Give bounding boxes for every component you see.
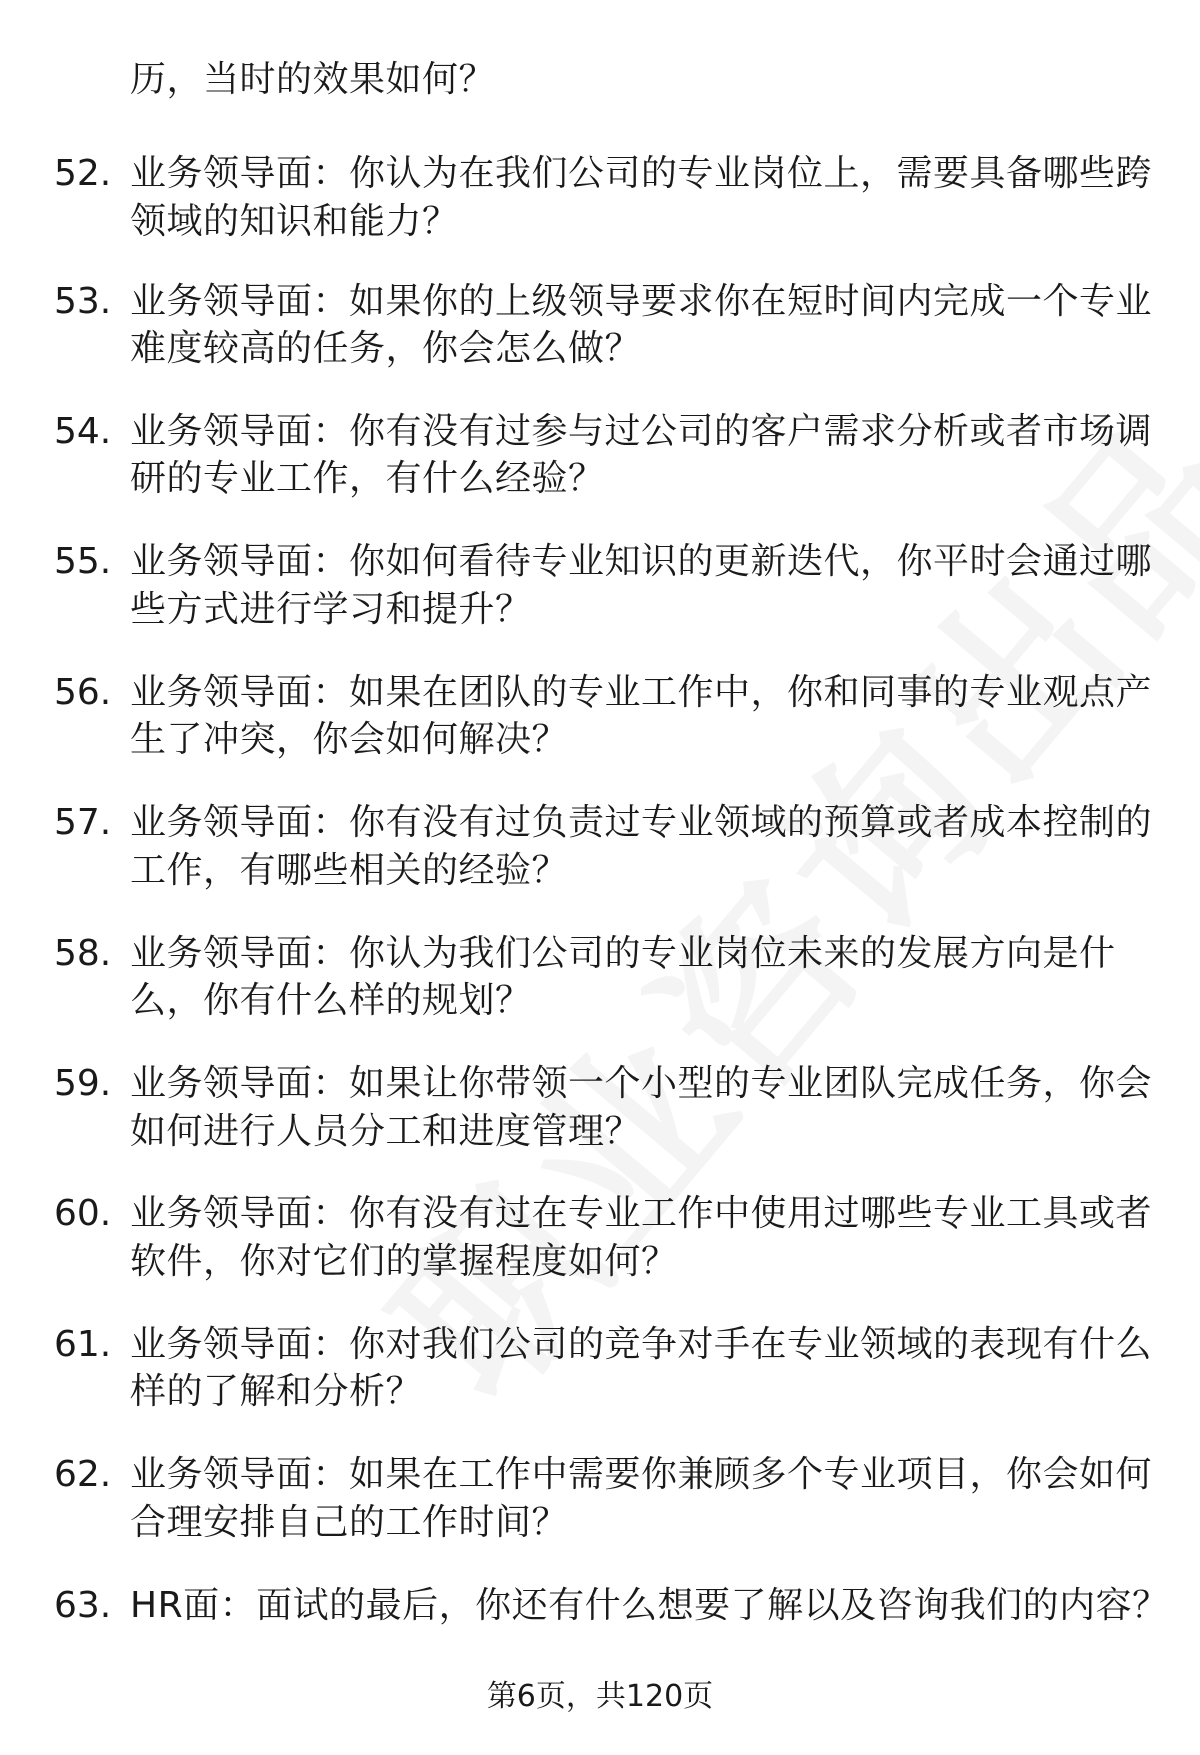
question-text-line: 如何进行人员分工和进度管理？ bbox=[130, 1111, 642, 1152]
question-text-line: 研的专业工作，有什么经验？ bbox=[130, 458, 605, 499]
question-text-line: 业务领导面：如果你的上级领导要求你在短时间内完成一个专业 bbox=[130, 281, 1153, 322]
question-text-line: 业务领导面：你有没有过参与过公司的客户需求分析或者市场调 bbox=[130, 411, 1153, 452]
question-text-line: HR面：面试的最后，你还有什么想要了解以及咨询我们的内容？ bbox=[130, 1585, 1169, 1626]
question-number: 56. bbox=[54, 672, 112, 713]
question-text-line: 难度较高的任务，你会怎么做？ bbox=[130, 328, 642, 369]
question-text-line: 业务领导面：你认为我们公司的专业岗位未来的发展方向是什 bbox=[130, 933, 1116, 974]
question-continuation: 历，当时的效果如何？ bbox=[130, 59, 496, 100]
question-number: 60. bbox=[54, 1193, 112, 1234]
question-number: 61. bbox=[54, 1324, 112, 1365]
question-text-line: 业务领导面：如果让你带领一个小型的专业团队完成任务，你会 bbox=[130, 1063, 1153, 1104]
question-number: 58. bbox=[54, 933, 112, 974]
question-number: 52. bbox=[54, 153, 112, 194]
question-text-line: 业务领导面：如果在团队的专业工作中，你和同事的专业观点产 bbox=[130, 672, 1153, 713]
question-text-line: 合理安排自己的工作时间？ bbox=[130, 1502, 569, 1543]
question-text-line: 业务领导面：你认为在我们公司的专业岗位上，需要具备哪些跨 bbox=[130, 153, 1153, 194]
question-text-line: 业务领导面：你如何看待专业知识的更新迭代，你平时会通过哪 bbox=[130, 541, 1153, 582]
question-number: 63. bbox=[54, 1585, 112, 1626]
question-text-line: 样的了解和分析？ bbox=[130, 1371, 423, 1412]
question-number: 54. bbox=[54, 411, 112, 452]
question-number: 59. bbox=[54, 1063, 112, 1104]
question-text-line: 么，你有什么样的规划？ bbox=[130, 980, 532, 1021]
question-text-line: 领域的知识和能力？ bbox=[130, 201, 459, 242]
page-footer: 第6页，共120页 bbox=[486, 1679, 714, 1714]
question-text-line: 生了冲突，你会如何解决？ bbox=[130, 719, 569, 760]
question-number: 53. bbox=[54, 281, 112, 322]
question-number: 57. bbox=[54, 802, 112, 843]
question-text-line: 工作，有哪些相关的经验？ bbox=[130, 850, 569, 891]
question-number: 55. bbox=[54, 541, 112, 582]
question-text-line: 业务领导面：你有没有过负责过专业领域的预算或者成本控制的 bbox=[130, 802, 1153, 843]
question-text-line: 业务领导面：你对我们公司的竞争对手在专业领域的表现有什么 bbox=[130, 1324, 1153, 1365]
question-text-line: 些方式进行学习和提升？ bbox=[130, 589, 532, 630]
question-text-line: 业务领导面：如果在工作中需要你兼顾多个专业项目，你会如何 bbox=[130, 1454, 1153, 1495]
question-text-line: 业务领导面：你有没有过在专业工作中使用过哪些专业工具或者 bbox=[130, 1193, 1153, 1234]
question-text-line: 软件，你对它们的掌握程度如何？ bbox=[130, 1241, 678, 1282]
question-number: 62. bbox=[54, 1454, 112, 1495]
